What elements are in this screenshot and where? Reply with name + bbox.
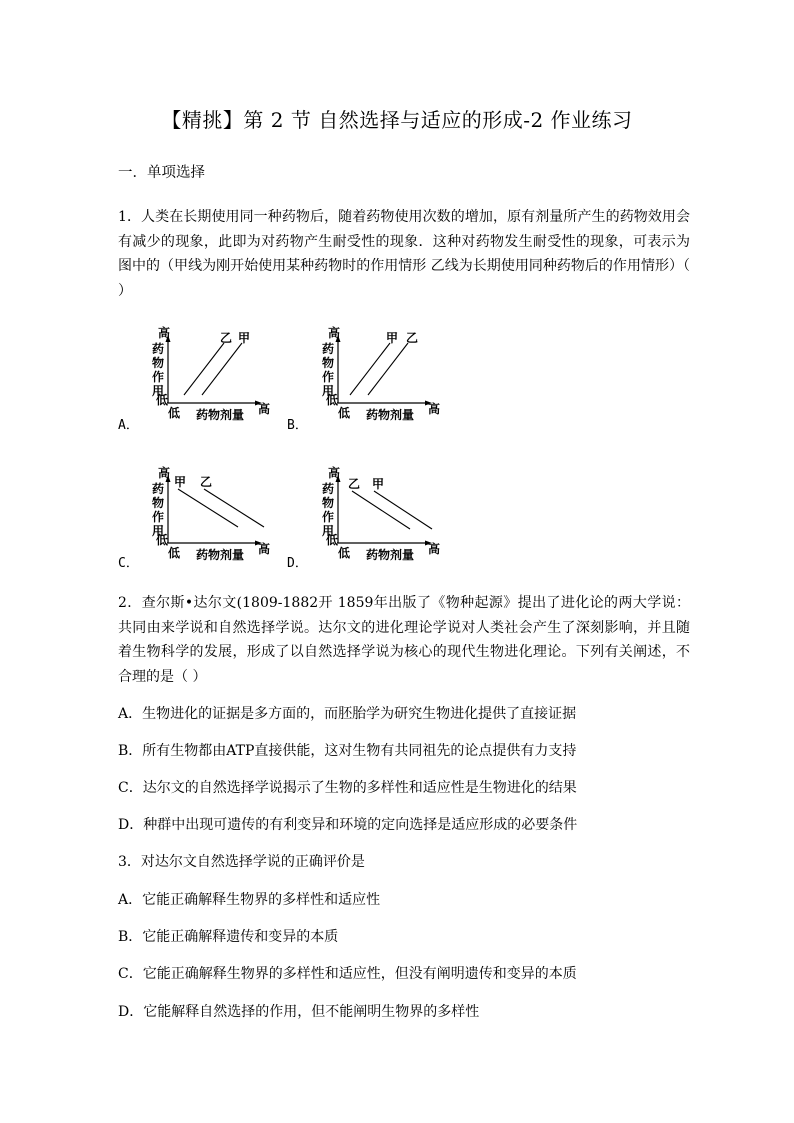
graph-label: 药 [322, 482, 335, 496]
graph-label: 作 [322, 370, 335, 384]
graph-label: 药 [322, 342, 335, 356]
graph-a-y-low: 低 [156, 393, 169, 407]
page-title: 【精挑】第 2 节 自然选择与适应的形成-2 作业练习 [161, 108, 633, 132]
graph-label: 低 [168, 546, 181, 560]
graph-label: 低 [338, 406, 351, 420]
graph-label: 低 [326, 393, 339, 407]
option-a-label: A． [118, 418, 139, 433]
graph-b-label-jia: 甲 [386, 331, 399, 345]
graph-d-label-jia: 甲 [372, 477, 385, 491]
graph-d-line-jia [374, 491, 432, 529]
graph-label: 低 [326, 533, 339, 547]
graph-label: 物 [152, 356, 165, 370]
question-2-option-b: B．所有生物都由ATP直接供能，这对生物有共同祖先的论点提供有力支持 [118, 743, 577, 759]
question-1-stem: 1．人类在长期使用同一种药物后，随着药物使用次数的增加，原有剂量所产生的药物效用会有减少的现象，此即为对药物产生耐受性的现象．这种对药物发生耐受性的现象，可表示为图中的（甲线为刚开始使用某种药物时的作用情形 乙线为长期使用同种药物后的作用情形）（ ） [118, 209, 690, 299]
option-d-label: D． [287, 556, 308, 571]
question-3-option-a: A．它能正确解释生物界的多样性和适应性 [118, 892, 381, 908]
graph-label: 高 [328, 326, 341, 340]
option-c-label: C． [118, 556, 139, 571]
graph-label: 作 [152, 370, 165, 384]
graph-a-x-high: 高 [258, 402, 271, 416]
question-2-option-a: A．生物进化的证据是多方面的，而胚胎学为研究生物进化提供了直接证据 [118, 706, 577, 722]
question-3-option-c: C．它能正确解释生物界的多样性和适应性，但没有阐明遗传和变异的本质 [118, 966, 577, 982]
graph-a-y-high: 高 [158, 326, 171, 340]
graph-label: 药物剂量 [366, 408, 415, 422]
question-3-option-b: B．它能正确解释遗传和变异的本质 [118, 929, 339, 945]
graph-a-x-low: 低 [168, 406, 181, 420]
graph-label: 用 [152, 384, 165, 398]
graph-a-line-jia [202, 343, 242, 395]
graph-b-line-yi [368, 343, 408, 395]
graph-label: 低 [156, 533, 169, 547]
graph-d-svg [316, 465, 486, 577]
graph-label: 用 [322, 524, 335, 538]
graph-b [316, 325, 486, 437]
graph-c-line-jia [178, 489, 238, 527]
graph-a-label-yi: 乙 [220, 331, 233, 345]
graph-label: 用 [152, 524, 165, 538]
graph-label: 药 [152, 482, 165, 496]
graph-d-label-yi: 乙 [348, 477, 361, 491]
graph-d-line-yi [352, 491, 410, 529]
question-3-option-d: D．它能解释自然选择的作用，但不能阐明生物界的多样性 [118, 1004, 480, 1020]
graph-label: 作 [152, 510, 165, 524]
question-2-stem: 2．查尔斯•达尔文(1809-1882开 1859年出版了《物种起源》提出了进化论的两大学说：共同由来学说和自然选择学说。达尔文的进化理论学说对人类社会产生了深刻影响，并且随着生物科学的发展，形成了以自然选择学说为核心的现代生物进化理论。下列有关阐述，不合理的是（ ） [118, 595, 690, 685]
graph-label: 高 [428, 542, 441, 556]
graph-label: 低 [338, 546, 351, 560]
graph-d [316, 465, 486, 577]
graph-label: 高 [158, 466, 171, 480]
graph-b-svg [316, 325, 486, 437]
graph-label: 物 [322, 496, 335, 510]
graph-label: 作 [322, 510, 335, 524]
graph-label: 物 [152, 496, 165, 510]
graph-label: 药物剂量 [196, 548, 245, 562]
option-b-label: B． [287, 418, 308, 433]
graph-c-label-jia: 甲 [174, 475, 187, 489]
question-3-stem: 3．对达尔文自然选择学说的正确评价是 [118, 854, 365, 870]
graph-c-label-yi: 乙 [200, 475, 213, 489]
question-2-option-c: C．达尔文的自然选择学说揭示了生物的多样性和适应性是生物进化的结果 [118, 780, 577, 796]
graph-label: 用 [322, 384, 335, 398]
question-2-option-d: D．种群中出现可遗传的有利变异和环境的定向选择是适应形成的必要条件 [118, 817, 578, 833]
graph-a-x-label: 药物剂量 [196, 408, 245, 422]
graph-label: 药 [152, 342, 165, 356]
graph-label: 高 [328, 466, 341, 480]
section-heading: 一．单项选择 [118, 165, 205, 181]
graph-c-line-yi [204, 489, 264, 527]
graph-a-line-yi [184, 343, 224, 395]
graph-b-label-yi: 乙 [406, 331, 419, 345]
graph-label: 药物剂量 [366, 548, 415, 562]
graph-label: 高 [428, 402, 441, 416]
graph-b-line-jia [350, 343, 390, 395]
graph-label: 物 [322, 356, 335, 370]
graph-label: 高 [258, 542, 271, 556]
graph-a-label-jia: 甲 [238, 331, 251, 345]
